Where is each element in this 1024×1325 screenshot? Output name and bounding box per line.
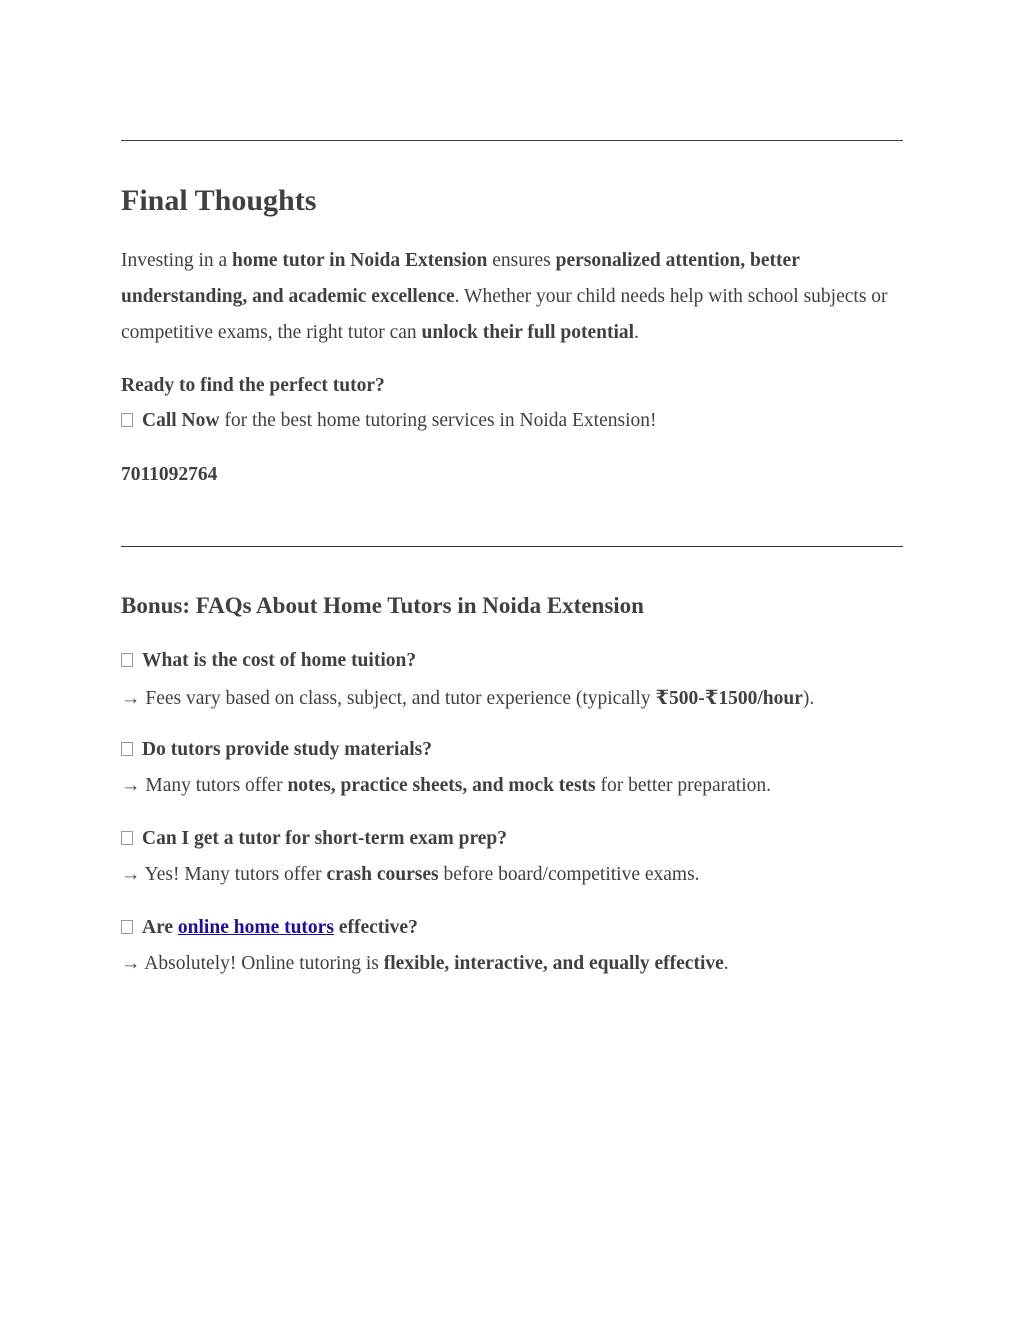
call-now-line [121,410,657,432]
call-now-text: for the best home tutoring services in Noida Extension! [219,410,657,431]
question-icon [121,742,133,756]
ready-text: Ready to find the perfect tutor? [121,375,385,396]
faq-question-text: Can I get a tutor for short-term exam prep? [142,828,508,849]
faq-answer-bold: flexible, interactive, and equally effective [383,953,724,974]
faq-answer-3 [121,864,700,886]
faq-answer-bold: ₹500-₹1500/hour [655,688,803,709]
para-text: ensures [487,250,556,271]
question-icon [121,653,133,667]
para-bold-benefits: personalized attention, better understanding, and academic excellence [121,250,800,307]
divider-top [121,140,903,141]
question-icon [121,920,133,934]
faq-answer-text: for better preparation. [595,775,772,796]
faq-question-4 [121,917,418,939]
faq-question-text: Are [142,917,178,938]
divider-middle [121,546,903,547]
faq-answer-4 [121,953,729,975]
faq-question-2 [121,739,432,761]
faq-answer-1 [121,686,814,710]
para-text: . Whether your child needs help with school subjects or competitive exams, the right tutor can [121,286,888,343]
ready-line [121,375,385,397]
faq-heading: Bonus: FAQs About Home Tutors in Noida Extension [121,593,644,618]
faq-answer-text: → Yes! Many tutors offer [121,864,327,885]
faq-question-text: effective? [333,917,418,938]
para-text: . [634,322,639,343]
para-bold-potential: unlock their full potential [421,322,635,343]
faq-question-text: Do tutors provide study materials? [142,739,432,760]
para-bold-keyword: home tutor in Noida Extension [232,250,488,271]
faq-answer-text: before board/competitive exams. [438,864,700,885]
final-thoughts-heading: Final Thoughts [121,184,317,217]
call-now-label: Call Now [142,410,220,431]
faq-answer-text: → Fees vary based on class, subject, and tutor experience (typically [121,688,656,709]
question-icon [121,831,133,845]
para-text: Investing in a [121,250,233,271]
faq-answer-text: → Many tutors offer [121,775,288,796]
online-home-tutors-link[interactable]: online home tutors [177,917,334,938]
section-final-thoughts [121,184,316,218]
final-thoughts-paragraph [121,243,911,351]
faq-answer-text: ). [802,688,815,709]
phone-number: 7011092764 [121,464,218,485]
faq-question-1 [121,650,416,672]
faq-answer-text: . [723,953,729,974]
faq-answer-bold: notes, practice sheets, and mock tests [287,775,596,796]
faq-question-text: What is the cost of home tuition? [142,650,417,671]
phone-icon [121,413,133,427]
faq-answer-bold: crash courses [326,864,439,885]
faq-question-3 [121,828,507,850]
phone-number-line [121,464,217,486]
faq-answer-text: → Absolutely! Online tutoring is [121,953,384,974]
section-faq [121,593,644,619]
faq-answer-2 [121,775,771,797]
